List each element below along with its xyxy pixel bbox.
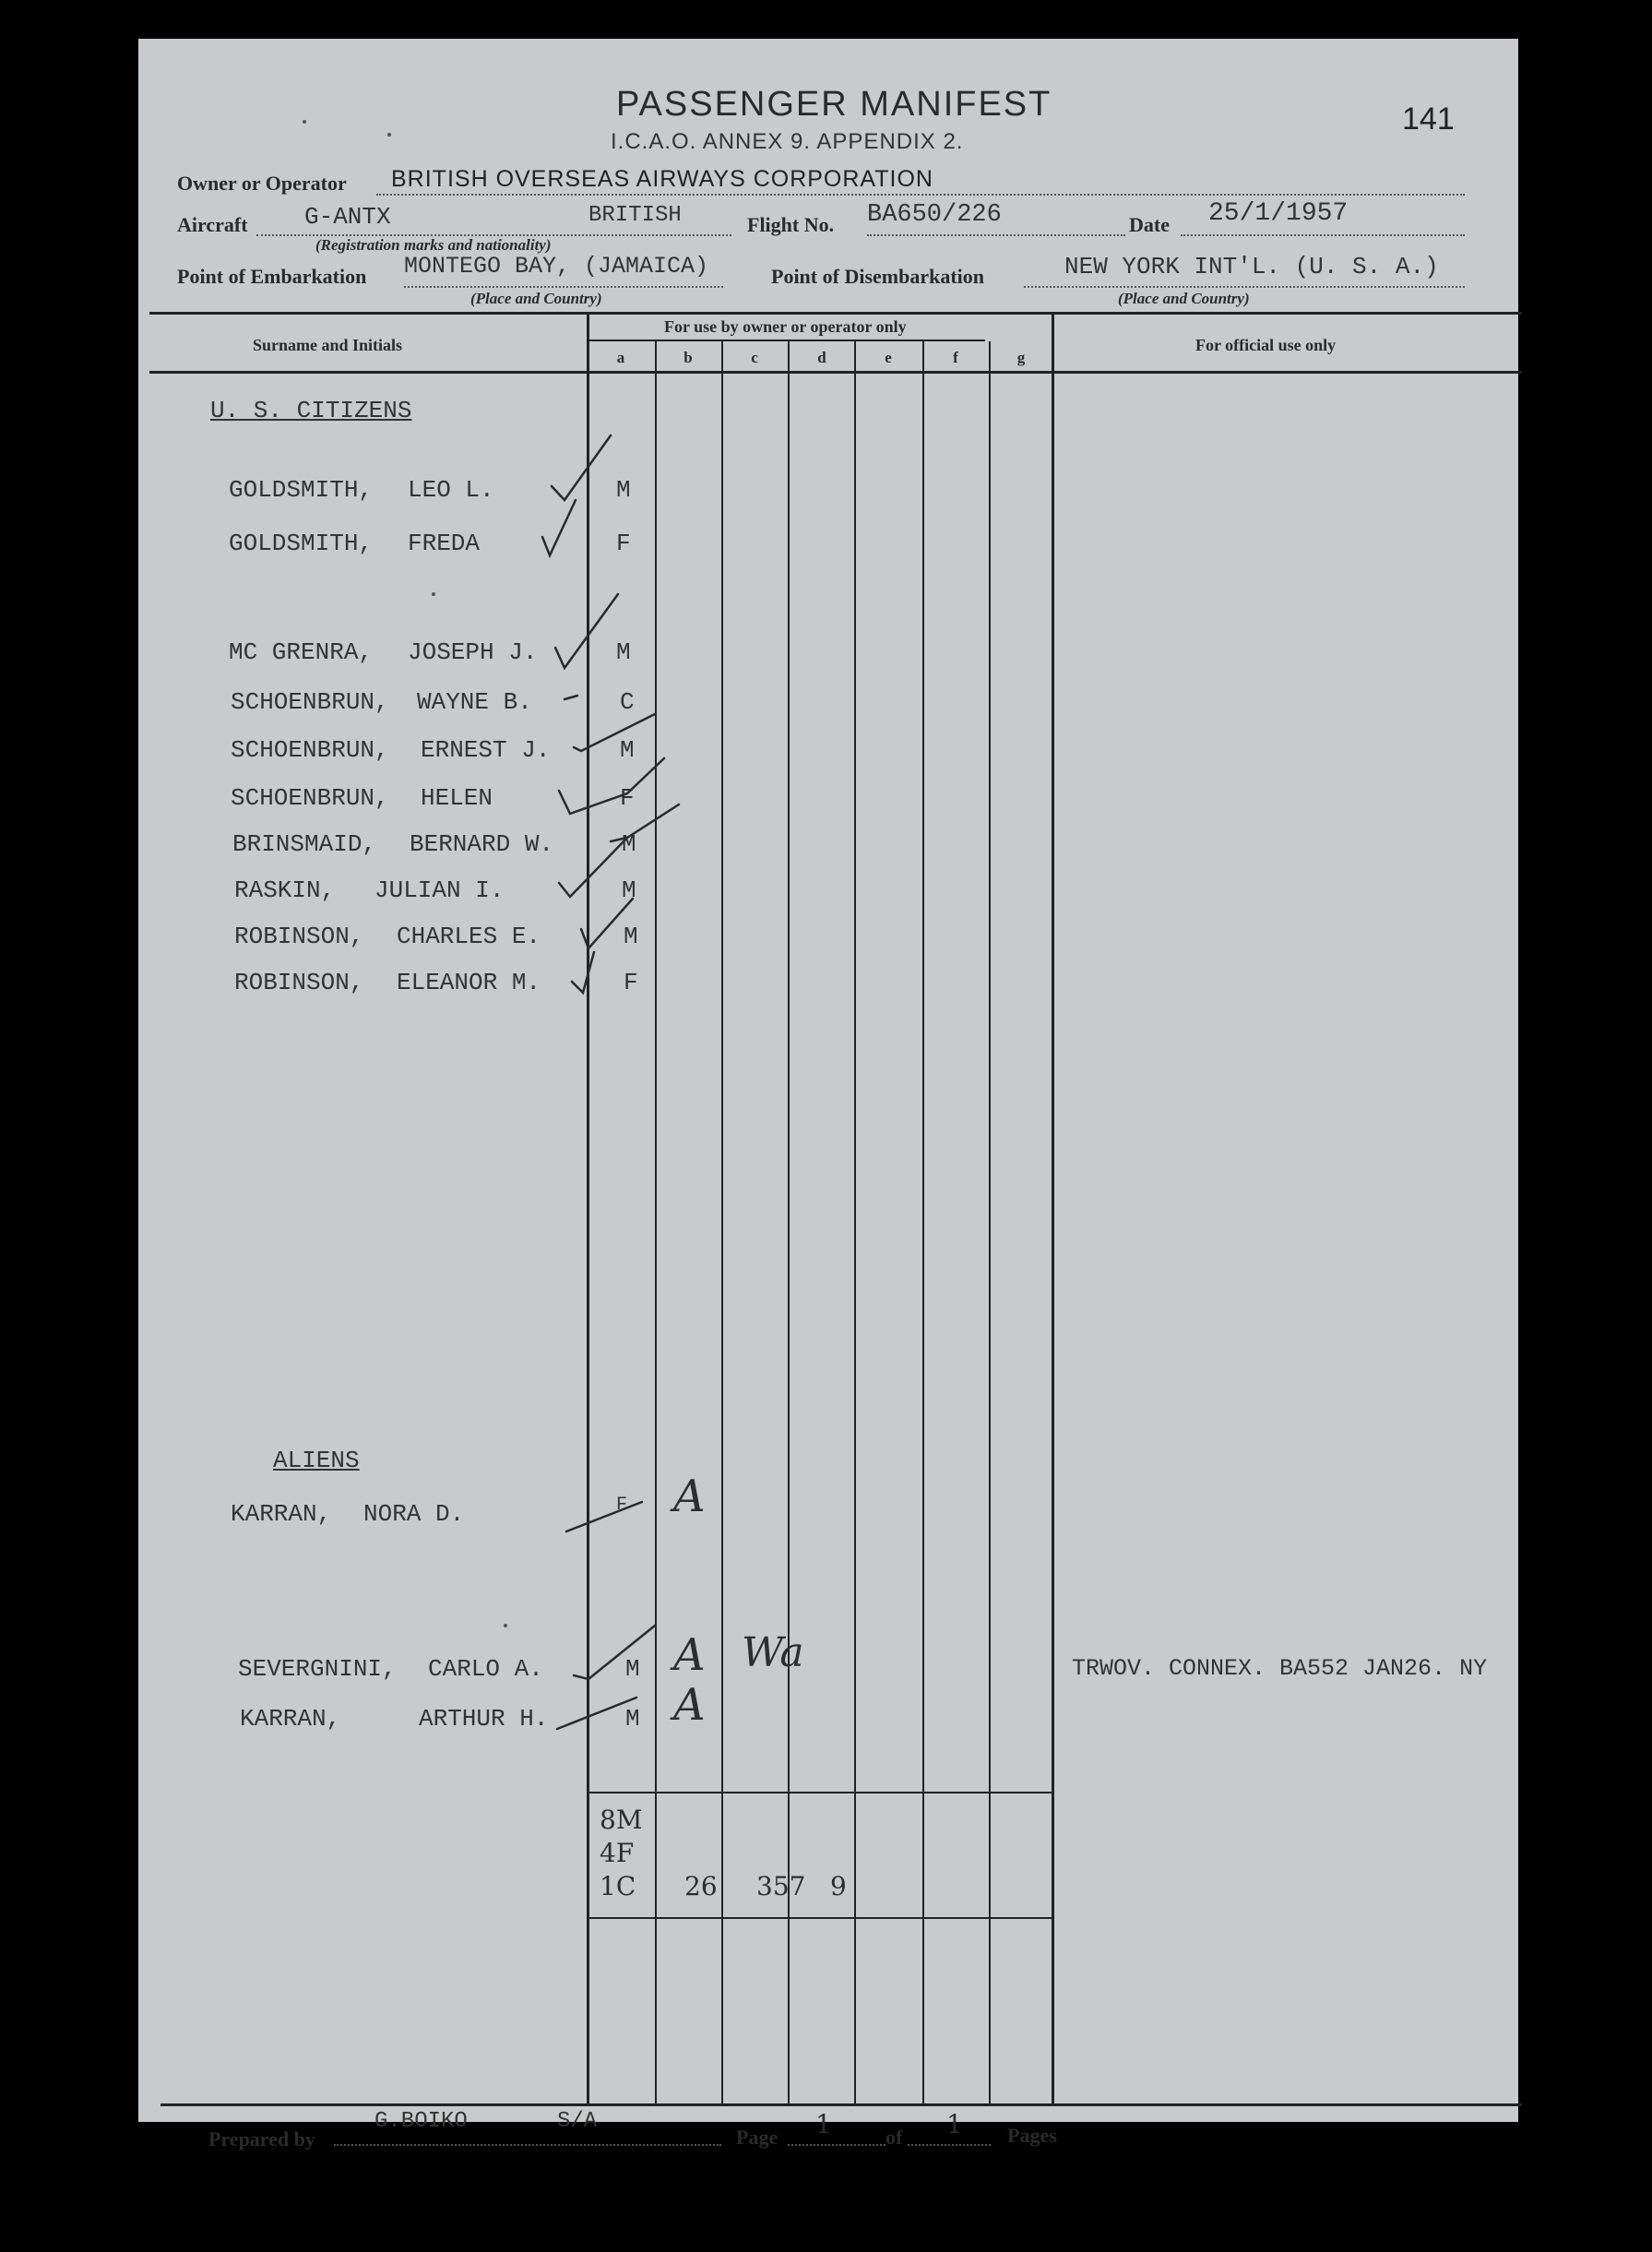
check-mark	[574, 1626, 655, 1679]
passenger-surname: GOLDSMITH,	[229, 476, 374, 504]
disembarkation-note: (Place and Country)	[1118, 290, 1250, 307]
prepared-by-title: S/A	[557, 2109, 598, 2134]
passenger-given-name: LEO L.	[408, 476, 494, 504]
section-us-citizens: U. S. CITIZENS	[210, 397, 412, 424]
check-mark	[572, 952, 594, 993]
passenger-given-name: BERNARD W.	[410, 830, 554, 858]
section-aliens: ALIENS	[273, 1447, 360, 1474]
column-header-owner: For use by owner or operator only	[664, 317, 907, 336]
embarkation-value: MONTEGO BAY, (JAMAICA)	[404, 253, 709, 280]
aircraft-registration: G-ANTX	[304, 203, 391, 231]
of-value: 1	[946, 2109, 963, 2139]
total-column-b: 26	[684, 1871, 718, 1901]
handwritten-status: A	[673, 1629, 706, 1681]
check-mark	[565, 696, 577, 699]
pages-label: Pages	[1007, 2124, 1057, 2147]
check-mark	[559, 758, 664, 814]
prepared-by-name: G.BOIKO	[374, 2109, 468, 2134]
owner-label: Owner or Operator	[177, 172, 347, 195]
passenger-sex-code: F	[620, 784, 635, 812]
passenger-given-name: JOSEPH J.	[408, 638, 538, 666]
passenger-surname: GOLDSMITH,	[229, 530, 374, 557]
page-subtitle: I.C.A.O. ANNEX 9. APPENDIX 2.	[611, 129, 964, 154]
owner-value: BRITISH OVERSEAS AIRWAYS CORPORATION	[391, 166, 933, 192]
passenger-surname: SCHOENBRUN,	[231, 736, 389, 764]
passenger-sex-code: M	[622, 876, 636, 904]
passenger-given-name: ELEANOR M.	[397, 969, 541, 996]
column-letter-f: f	[953, 349, 958, 366]
paper-speck	[432, 592, 435, 596]
check-mark	[559, 838, 627, 897]
disembarkation-value: NEW YORK INT'L. (U. S. A.)	[1064, 253, 1439, 280]
paper-speck	[303, 120, 306, 124]
total-column-c: 357	[756, 1871, 806, 1901]
check-mark	[557, 1698, 636, 1729]
passenger-surname: ROBINSON,	[234, 923, 364, 950]
check-mark	[581, 899, 633, 948]
paper-speck	[387, 133, 391, 137]
page-dotted-line	[788, 2144, 885, 2146]
manifest-sheet	[138, 39, 1518, 2151]
column-letter-e: e	[885, 349, 892, 366]
passenger-sex-code: M	[616, 476, 631, 504]
passenger-sex-code: M	[616, 638, 631, 666]
date-label: Date	[1129, 213, 1170, 236]
passenger-given-name: JULIAN I.	[374, 876, 505, 904]
of-dotted-line	[908, 2144, 991, 2146]
passenger-given-name: NORA D.	[363, 1500, 465, 1528]
embarkation-label: Point of Embarkation	[177, 265, 367, 288]
passenger-sex-code: M	[625, 1705, 640, 1733]
check-mark	[542, 500, 576, 555]
passenger-sex-code: M	[624, 923, 638, 950]
passenger-surname: KARRAN,	[231, 1500, 332, 1528]
prepared-by-label: Prepared by	[208, 2127, 315, 2151]
passenger-given-name: FREDA	[408, 530, 481, 557]
check-mark	[555, 594, 618, 668]
column-letter-c: c	[751, 349, 758, 366]
column-letter-d: d	[817, 349, 826, 366]
embarkation-note: (Place and Country)	[470, 290, 602, 307]
flight-label: Flight No.	[747, 213, 835, 236]
paper-speck	[504, 1624, 507, 1627]
official-use-note: TRWOV. CONNEX. BA552 JAN26. NY	[1072, 1655, 1488, 1682]
total-child: 1C	[600, 1871, 636, 1901]
passenger-sex-code: M	[620, 736, 635, 764]
check-mark	[574, 714, 655, 751]
passenger-sex-code: M	[625, 1655, 640, 1683]
handwritten-status: A	[673, 1471, 706, 1522]
column-header-name: Surname and Initials	[253, 336, 403, 354]
passenger-given-name: CARLO A.	[428, 1655, 543, 1683]
passenger-sex-code: C	[620, 688, 635, 716]
page-title: PASSENGER MANIFEST	[616, 85, 1052, 124]
passenger-surname: MC GRENRA,	[229, 638, 374, 666]
total-female: 4F	[600, 1838, 635, 1868]
passenger-surname: ROBINSON,	[234, 969, 364, 996]
column-letter-b: b	[683, 349, 693, 366]
prepared-by-dotted-line	[334, 2144, 721, 2146]
passenger-surname: KARRAN,	[240, 1705, 341, 1733]
flight-number: BA650/226	[867, 201, 1002, 229]
column-header-official: For official use only	[1195, 336, 1337, 354]
check-mark	[611, 804, 679, 841]
handwritten-status: A	[673, 1679, 706, 1731]
aircraft-label: Aircraft	[177, 213, 248, 236]
page-label: Page	[736, 2126, 778, 2149]
of-label: of	[885, 2126, 903, 2149]
passenger-given-name: ARTHUR H.	[419, 1705, 549, 1733]
passenger-sex-code: F	[616, 530, 631, 557]
handwritten-initials: Wa	[742, 1629, 804, 1676]
aircraft-nationality: BRITISH	[588, 203, 682, 228]
passenger-sex-code: F	[624, 969, 638, 996]
passenger-surname: BRINSMAID,	[232, 830, 377, 858]
page-value: 1	[815, 2109, 832, 2139]
aircraft-note: (Registration marks and nationality)	[315, 236, 552, 254]
passenger-surname: SEVERGNINI,	[238, 1655, 397, 1683]
handwritten-check-marks	[138, 39, 1518, 2122]
passenger-surname: SCHOENBRUN,	[231, 784, 389, 812]
column-letter-g: g	[1016, 349, 1026, 366]
passenger-given-name: CHARLES E.	[397, 923, 541, 950]
column-letter-a: a	[616, 349, 625, 366]
passenger-sex-code: F	[616, 1495, 628, 1516]
disembarkation-label: Point of Disembarkation	[771, 265, 984, 288]
page-number-stamp: 141	[1402, 101, 1455, 137]
total-male: 8M	[600, 1805, 643, 1835]
check-mark	[566, 1502, 642, 1531]
passenger-surname: RASKIN,	[234, 876, 336, 904]
total-column-d: 9	[830, 1871, 847, 1901]
passenger-given-name: WAYNE B.	[417, 688, 532, 716]
check-mark	[552, 435, 611, 500]
passenger-surname: SCHOENBRUN,	[231, 688, 389, 716]
passenger-given-name: HELEN	[421, 784, 493, 812]
date-value: 25/1/1957	[1208, 199, 1349, 228]
passenger-given-name: ERNEST J.	[421, 736, 551, 764]
passenger-sex-code: M	[622, 830, 636, 858]
